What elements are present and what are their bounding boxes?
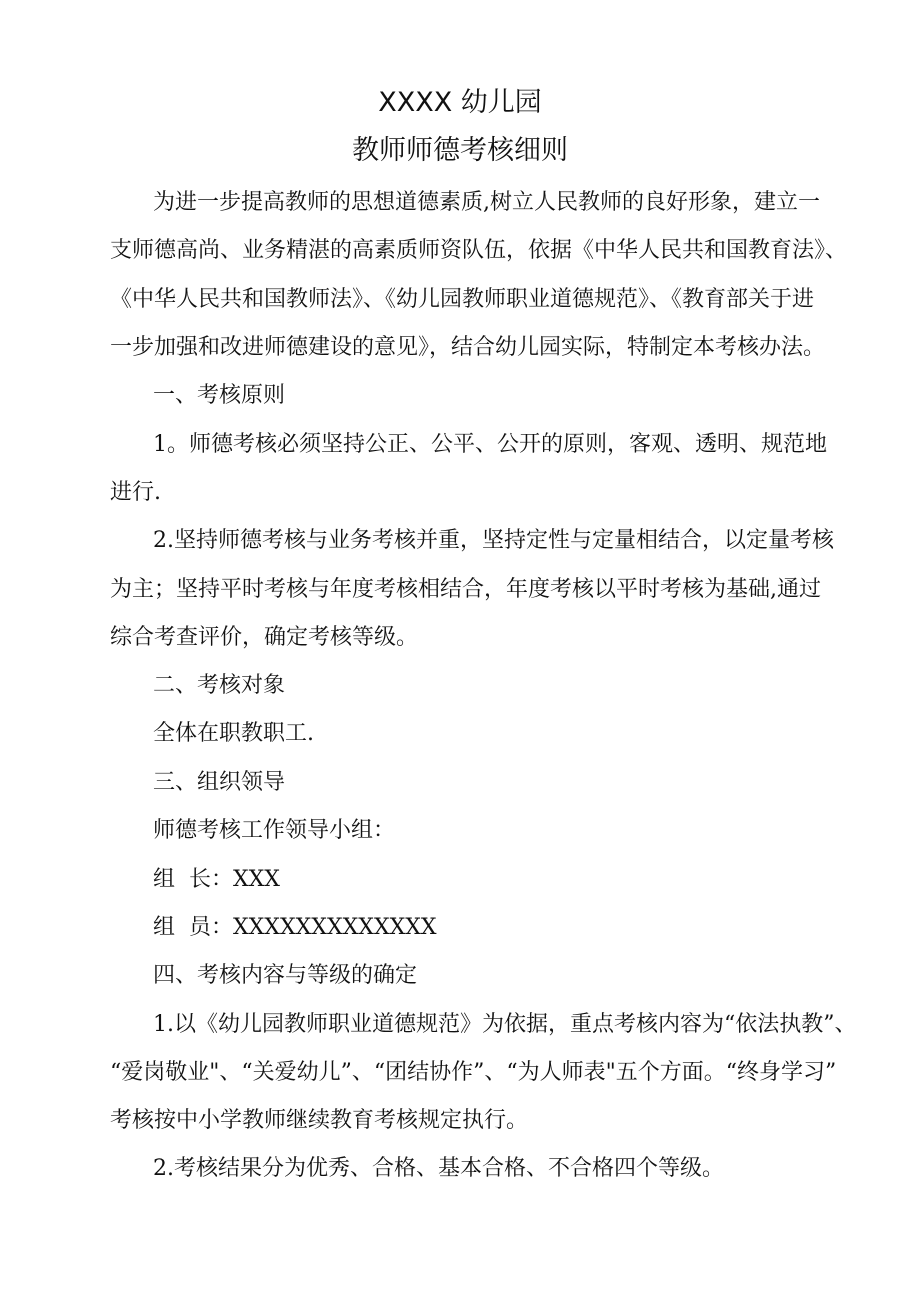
paragraph-line: 综合考查评价，确定考核等级。 xyxy=(110,625,419,650)
leader-line: 组 长：XXX xyxy=(153,867,280,892)
paragraph-line: 2.坚持师德考核与业务考核并重，坚持定性与定量相结合，以定量考核 xyxy=(153,528,834,553)
intro-line: 《中华人民共和国教师法》、《幼儿园教师职业道德规范》、《教育部关于进 xyxy=(110,287,815,312)
document-title: XXXX 幼儿园 xyxy=(378,87,542,118)
section-heading: 一、考核原则 xyxy=(153,383,286,408)
paragraph-line: 师德考核工作领导小组： xyxy=(153,818,396,843)
paragraph-line: “爱岗敬业"、“关爱幼儿”、“团结协作”、“为人师表"五个方面。“终身学习” xyxy=(110,1060,837,1085)
paragraph-line: 1.以《幼儿园教师职业道德规范》为依据，重点考核内容为“依法执教”、 xyxy=(153,1012,857,1037)
members-line: 组 员：XXXXXXXXXXXXX xyxy=(153,915,437,940)
intro-line: 支师德高尚、业务精湛的高素质师资队伍，依据《中华人民共和国教育法》、 xyxy=(110,238,848,263)
paragraph-line: 全体在职教职工. xyxy=(153,721,314,746)
paragraph-line: 为主；坚持平时考核与年度考核相结合，年度考核以平时考核为基础,通过 xyxy=(110,577,821,602)
intro-line: 一步加强和改进师德建设的意见》，结合幼儿园实际，特制定本考核办法。 xyxy=(110,335,826,360)
section-heading: 四、考核内容与等级的确定 xyxy=(153,963,418,988)
intro-line: 为进一步提高教师的思想道德素质,树立人民教师的良好形象，建立一 xyxy=(153,190,820,215)
paragraph-line: 进行. xyxy=(110,480,161,505)
paragraph-line: 2.考核结果分为优秀、合格、基本合格、不合格四个等级。 xyxy=(153,1156,724,1181)
paragraph-line: 1。师德考核必须坚持公正、公平、公开的原则，客观、透明、规范地 xyxy=(153,432,827,457)
section-heading: 三、组织领导 xyxy=(153,770,286,795)
paragraph-line: 考核按中小学教师继续教育考核规定执行。 xyxy=(110,1108,529,1133)
section-heading: 二、考核对象 xyxy=(153,673,286,698)
document-subtitle: 教师师德考核细则 xyxy=(352,135,568,166)
